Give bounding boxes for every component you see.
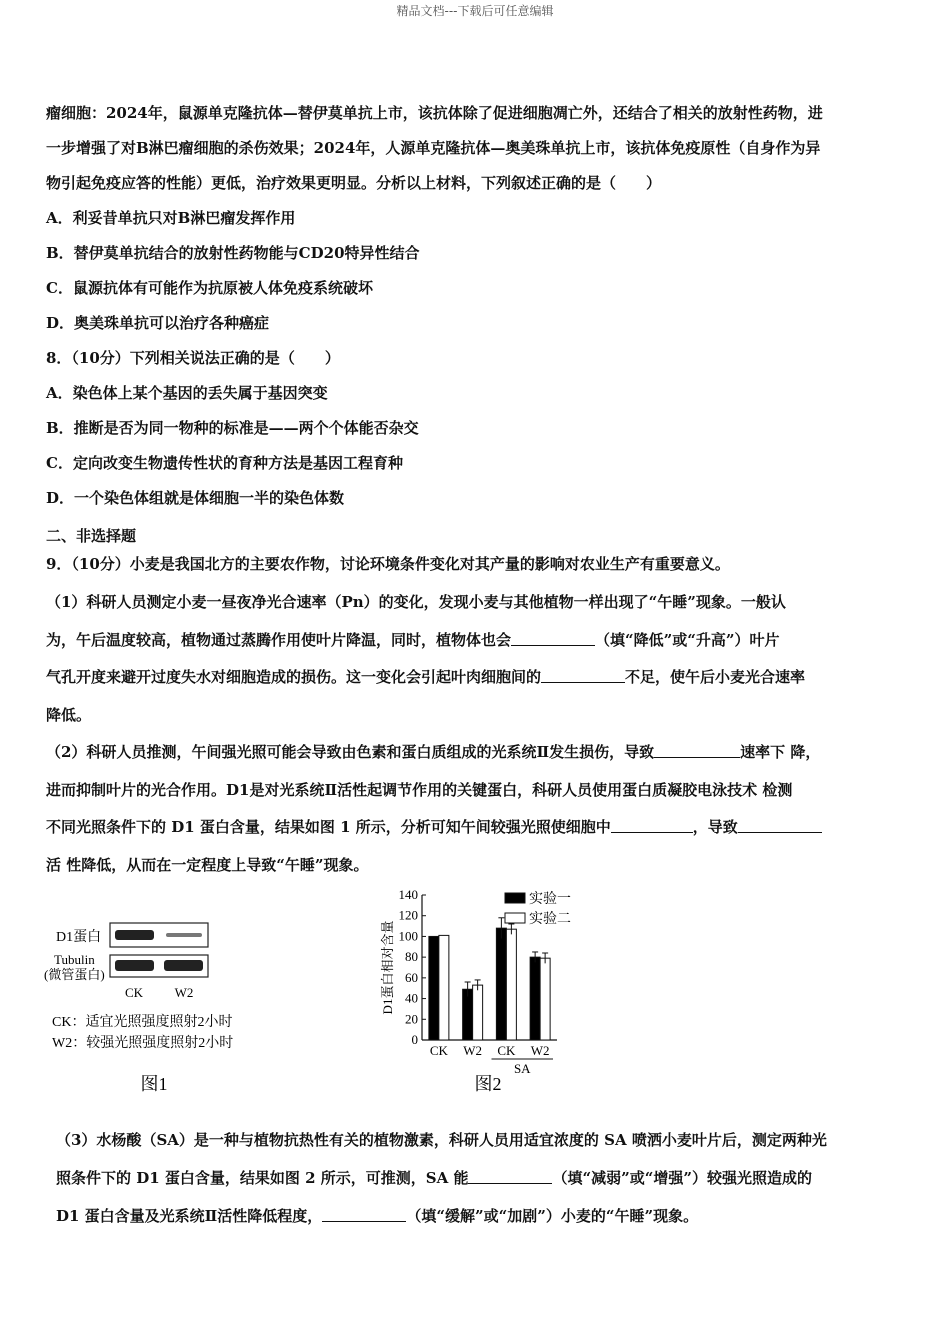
y-tick-label: 120 [398,907,418,923]
bar [439,935,449,1040]
y-axis-label: D1蛋白相对含量 [380,920,395,1015]
q9-p3-line [56,1197,908,1235]
q9-p2-text: 速率下 降， [740,743,821,761]
q8-stem: 8．（10分）下列相关说法正确的是（ ） [46,349,340,367]
q9-p1-text: 为，午后温度较高，植物通过蒸腾作用使叶片降温，同时，植物体也会 [46,630,512,649]
tubulin-label-cn: (微管蛋白) [44,967,105,982]
q9-p3-text: 照条件下的 D1 蛋白含量，结果如图 2 所示，可推测，SA 能 [56,1169,469,1187]
sa-group-label: SA [513,1061,531,1076]
legend-swatch [505,893,525,903]
q7-option-c: C．鼠源抗体有可能作为抗原被人体免疫系统破坏 [46,279,373,297]
figure-1-note: CK：适宜光照强度照射2小时 [52,1015,233,1030]
bar [496,928,506,1040]
answer-blank[interactable] [611,816,693,833]
bar [429,936,439,1040]
q9-p3-text: （填“缓解”或“加剧”）小麦的“午睡”现象。 [406,1207,699,1225]
answer-blank[interactable] [541,666,625,683]
y-tick-label: 140 [398,887,418,902]
tubulin-label: Tubulin [54,952,95,967]
figure-2-chart [330,880,630,1105]
answer-blank[interactable] [468,1167,552,1184]
q9-p2-text: 不同光照条件下的 D1 蛋白含量，结果如图 1 所示，分析可知午间较强光照使细胞中 [46,818,611,836]
page-header: 精品文档---下载后可任意编辑 [396,4,554,18]
q9-p3-line [56,1159,908,1197]
y-tick-label: 60 [405,969,418,985]
q9-p2-line [46,734,908,772]
bar [540,958,550,1040]
q9-p1-line [46,659,908,697]
band-w2-d1 [166,933,202,937]
figure-1-caption: 图1 [140,1074,168,1094]
q7-option-b: B．替伊莫单抗结合的放射性药物能与CD20特异性结合 [46,244,420,262]
y-tick-label: 40 [405,990,418,1006]
q8-option-d: D．一个染色体组就是体细胞一半的染色体数 [46,489,345,507]
bar [463,989,473,1040]
q9-p1-line: （1）科研人员测定小麦一昼夜净光合速率（Pn）的变化，发现小麦与其他植物一样出现了“午睡”现象。一般认 [46,593,786,611]
q9-p2-line [46,809,908,847]
figure-2-caption: 图2 [474,1074,502,1094]
figures [40,880,920,1105]
q8-option-a: A．染色体上某个基因的丢失属于基因突变 [46,384,328,402]
q9-stem: 9．（10分）小麦是我国北方的主要农作物，讨论环境条件变化对其产量的影响对农业生产有重要意义。 [46,555,730,573]
q9-p2-text: （2）科研人员推测，午间强光照可能会导致由色素和蛋白质组成的光系统Ⅱ发生损伤，导致 [46,743,655,761]
q9-p1-text: 不足，使午后小麦光合速率 [625,668,806,686]
q9-part3 [56,1121,908,1235]
bar [473,985,483,1040]
q7-option-a: A．利妥昔单抗只对B淋巴瘤发挥作用 [46,209,296,227]
band-ck-tubulin [115,960,154,971]
q9-p1-text: 气孔开度来避开过度失水对细胞造成的损伤。这一变化会引起叶肉细胞间的 [46,668,542,686]
legend-label: 实验一 [529,892,571,907]
q7-option-d: D．奥美珠单抗可以治疗各种癌症 [46,314,270,332]
q8-option-b: B．推断是否为同一物种的标准是——两个个体能否杂交 [46,419,419,437]
q9-p3-line: （3）水杨酸（SA）是一种与植物抗热性有关的植物激素，科研人员用适宜浓度的 SA 喷洒小麦叶片后，测定两种光 [56,1131,827,1149]
answer-blank[interactable] [322,1205,406,1222]
answer-blank[interactable] [511,629,595,646]
q8-option-c: C．定向改变生物遗传性状的育种方法是基因工程育种 [46,454,403,472]
legend-swatch [505,913,525,923]
answer-blank[interactable] [654,741,740,758]
q9-p1-text: （填“降低”或“升高”）叶片 [595,630,780,649]
band-w2-tubulin [164,960,203,971]
band-ck-d1 [115,930,154,940]
question-content [46,96,908,884]
q9-p1-line: 降低。 [46,705,92,724]
figure-1 [40,880,300,1105]
q9-p3-text: D1 蛋白含量及光系统Ⅱ活性降低程度， [56,1207,323,1225]
q9-p2-text: ，导致 [692,818,738,836]
q9-p2-line: 进而抑制叶片的光合作用。D1是对光系统Ⅱ活性起调节作用的关键蛋白，科研人员使用蛋白质凝胶电泳技术 检测 [46,780,793,799]
figure-1-note: W2：较强光照强度照射2小时 [52,1036,234,1051]
d1-row-label: D1蛋白 [56,930,102,945]
lane-label: W2 [174,985,194,1000]
q7-stem-line: 物引起免疫应答的性能）更低，治疗效果更明显。分析以上材料，下列叙述正确的是（ ） [46,174,662,192]
x-tick-label: CK [497,1043,516,1058]
lane-label: CK [124,985,144,1000]
x-tick-label: CK [429,1043,448,1058]
y-tick-label: 20 [405,1011,418,1027]
x-tick-label: W2 [463,1043,483,1058]
q9-p3-text: （填“减弱”或“增强”）较强光照造成的 [552,1169,812,1187]
answer-blank[interactable] [738,816,822,833]
q7-stem-line: 一步增强了对B淋巴瘤细胞的杀伤效果；2024年，人源单克隆抗体—奥美珠单抗上市，该抗体免疫原性（自身作为异 [46,139,821,157]
q9-p2-line: 活 性降低，从而在一定程度上导致“午睡”现象。 [46,855,369,874]
x-tick-label: W2 [530,1043,550,1058]
y-tick-label: 80 [405,949,418,965]
y-tick-label: 0 [411,1032,418,1047]
bar [530,957,540,1040]
y-tick-label: 100 [398,928,418,944]
q7-stem-line: 瘤细胞：2024年，鼠源单克隆抗体—替伊莫单抗上市，该抗体除了促进细胞凋亡外，还结合了相关的放射性药物，进 [46,104,823,122]
q9-p1-line [46,622,908,660]
legend-label: 实验二 [529,912,571,927]
bar [506,929,516,1040]
section-title: 二、非选择题 [46,527,137,545]
